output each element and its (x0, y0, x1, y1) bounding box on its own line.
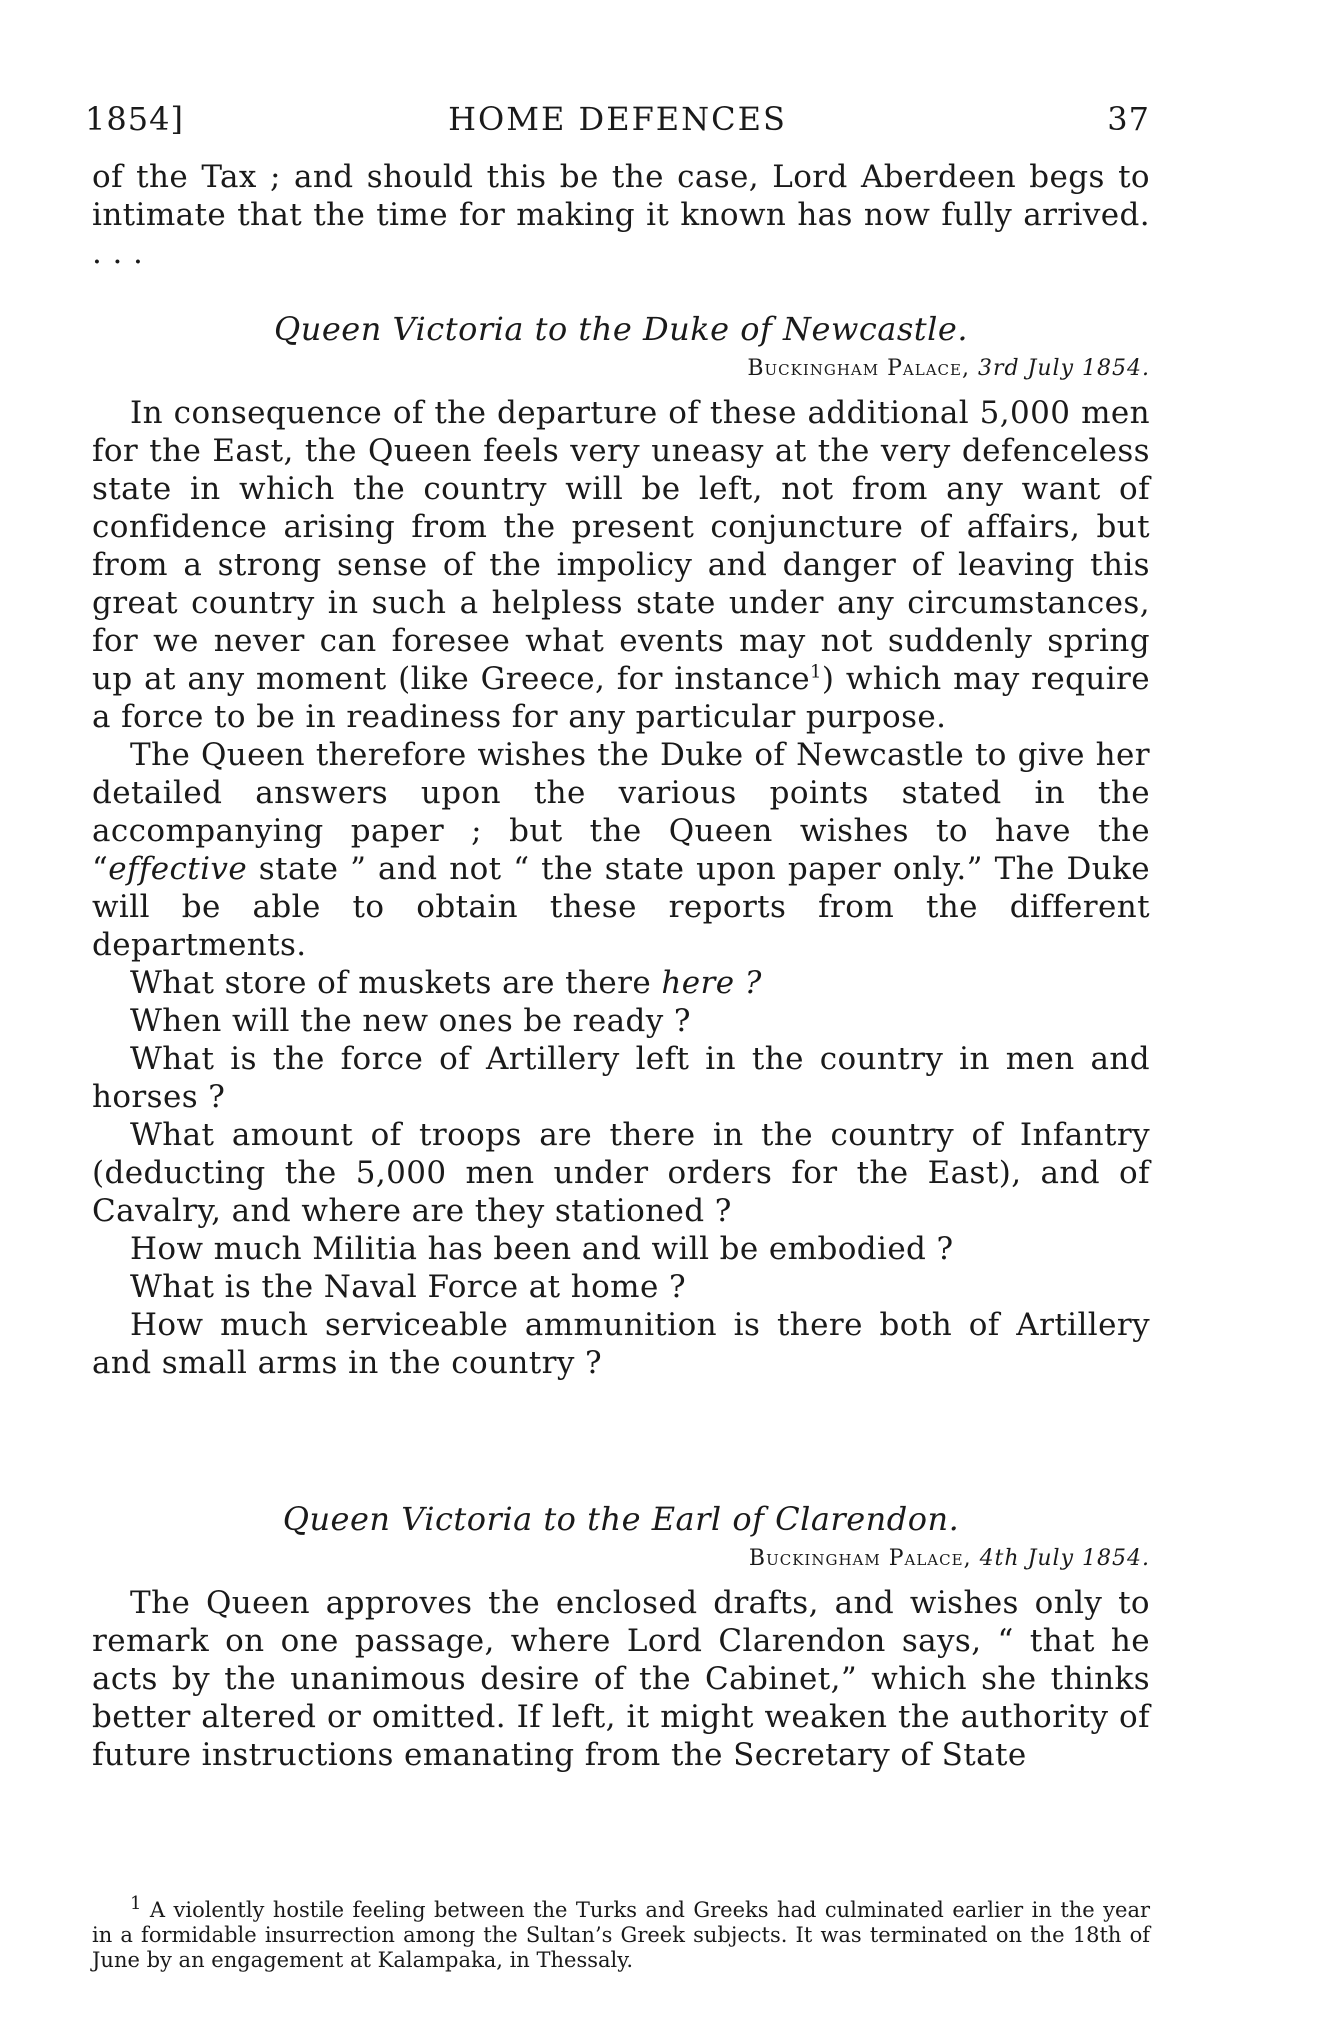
footnote-1 (92, 1893, 1150, 1973)
running-header (85, 100, 1150, 144)
letter1-title: Queen Victoria to the Duke of Newcastle. (274, 310, 968, 348)
letter2-place: Buckingham Palace, (748, 1546, 972, 1571)
footnotes (92, 1893, 1150, 1973)
question-2: When will the new ones be ready ? (130, 1003, 691, 1039)
letter1-p2-text-b: state ” and not “ the state upon paper only.” The Duke will be able to obtain these reports from the different departments. (92, 851, 1150, 963)
question-1-text: What store of muskets are there (130, 965, 662, 1001)
question-7: How much serviceable ammunition is there both of Artillery and small arms in the country ? (92, 1307, 1150, 1381)
letter1-dateline (92, 350, 1150, 388)
footnote-text: A violently hostile feeling between the Turks and Greeks had culminated earlier in the year in a formidable insurrection among the Sultan’s Greek subjects. It was terminated on the 18th of June by an engagement at Kalampaka, in Thessaly. (92, 1898, 1150, 1972)
page-body (92, 158, 1150, 1774)
letter2-title: Queen Victoria to the Earl of Clarendon. (282, 1500, 960, 1538)
footnote-reference: 1 (810, 661, 822, 683)
intro-paragraph: of the Tax ; and should this be the case, Lord Aberdeen begs to intimate that the time for making it known has now fully arrived. . . . (92, 159, 1150, 271)
letter1-paragraph-1 (92, 394, 1150, 736)
question-3: What is the force of Artillery left in the country in men and horses ? (92, 1041, 1150, 1115)
header-title: HOME DEFENCES (448, 100, 787, 138)
letter1-p2-text-a: The Queen therefore wishes the Duke of Newcastle to give her detailed answers upon the various points stated in the accompanying paper ; but the Queen wishes to have the “ (92, 737, 1150, 887)
letter1-date: 3rd July 1854. (977, 356, 1150, 381)
letter1-p1-tail: ) which may require a force to be in readiness for any particular purpose. (92, 661, 1150, 735)
footnote-marker: 1 (130, 1893, 142, 1914)
question-1-italic: here ? (661, 965, 762, 1001)
question-4: What amount of troops are there in the country of Infantry (deducting the 5,000 men under orders for the East), and of Cavalry, and where are they stationed ? (92, 1117, 1150, 1229)
letter2-date: 4th July 1854. (979, 1546, 1150, 1571)
page-number: 37 (1107, 100, 1150, 138)
question-1 (92, 964, 1150, 1002)
letter1-place: Buckingham Palace, (747, 356, 970, 381)
letter1-p2-italic: effective (108, 851, 248, 887)
letter1-paragraph-2 (92, 736, 1150, 964)
letter2-paragraph-1: The Queen approves the enclosed drafts, and wishes only to remark on one passage, where Lord Clarendon says, “ that he acts by the unanimous desire of the Cabinet,” which she thinks better altered or omitted. If left, it might weaken the authority of future instructions emanating from the Secretary of State (92, 1585, 1150, 1773)
question-5: How much Militia has been and will be embodied ? (130, 1231, 954, 1267)
letter2-dateline (92, 1540, 1150, 1578)
question-6: What is the Naval Force at home ? (130, 1269, 686, 1305)
letter1-p1-text: In consequence of the departure of these additional 5,000 men for the East, the Queen feels very uneasy at the very defenceless state in which the country will be left, not from any want of confidence arising from the present conjuncture of affairs, but from a strong sense of the impolicy and danger of leaving this great country in such a helpless state under any circumstances, for we never can foresee what events may not suddenly spring up at any moment (like Greece, for instance (92, 395, 1150, 697)
header-year: 1854] (85, 100, 184, 138)
section-gap (92, 1382, 1150, 1462)
